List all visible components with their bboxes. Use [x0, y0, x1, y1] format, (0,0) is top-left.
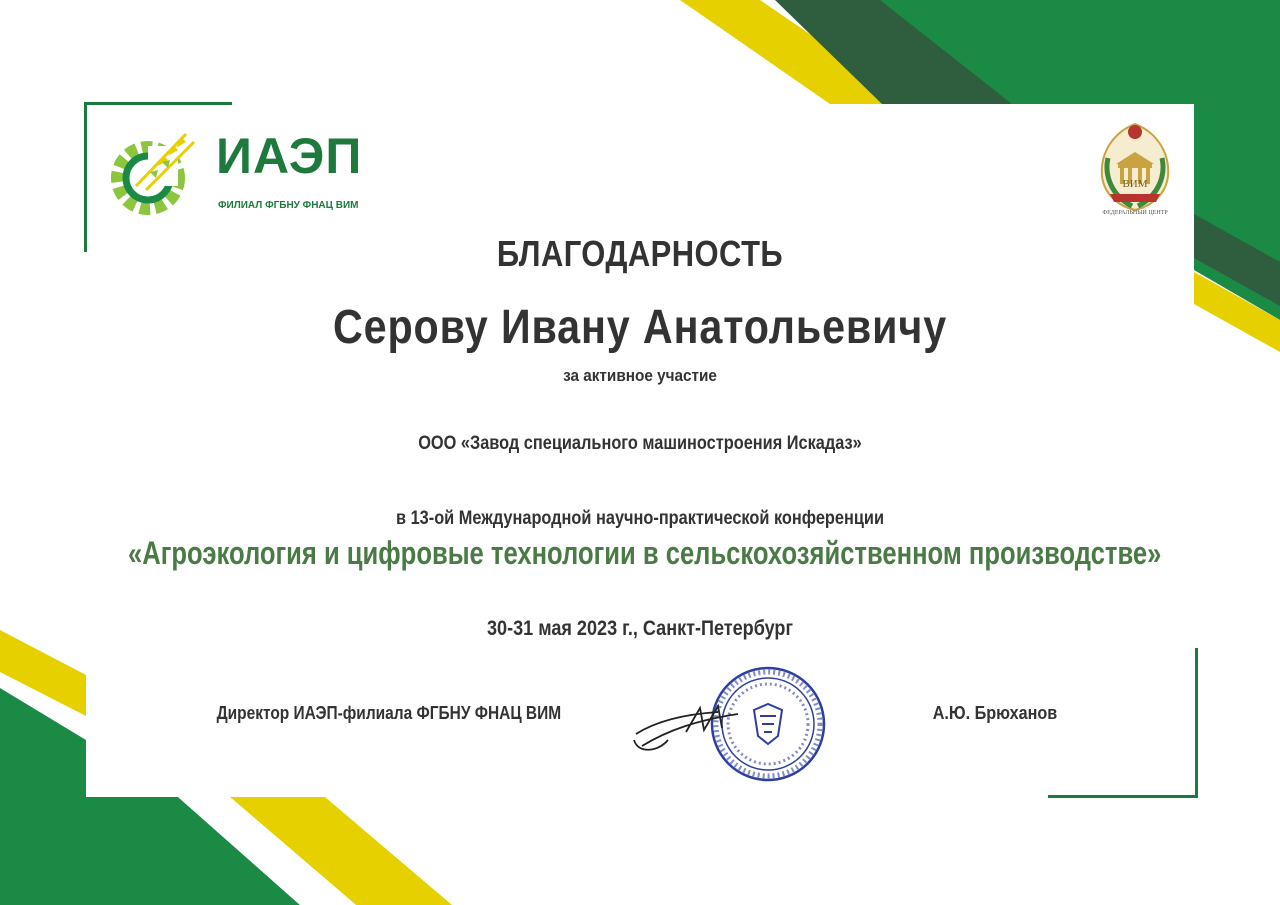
date-place: 30-31 мая 2023 г., Санкт-Петербург — [487, 617, 793, 640]
vim-crest-icon — [1092, 118, 1178, 214]
logo-title: ИАЭП — [216, 128, 363, 184]
gear-wheat-icon — [106, 122, 206, 222]
recipient-name: Серову Ивану Анатольевичу — [332, 301, 948, 354]
conference-title: «Агроэкология и цифровые технологии в сельскохозяйственном производстве» — [128, 535, 1162, 571]
organization-name: ООО «Завод специального машиностроения Искадаз» — [418, 433, 862, 454]
vim-emblem-caption: ФЕДЕРАЛЬНЫЙ ЦЕНТР — [1102, 210, 1168, 216]
official-stamp-and-signature — [628, 660, 840, 790]
award-reason: за активное участие — [563, 366, 717, 385]
signatory-position: Директор ИАЭП-филиала ФГБНУ ФНАЦ ВИМ — [216, 703, 562, 723]
signatory-name: А.Ю. Брюханов — [932, 703, 1058, 723]
logo-subtitle: ФИЛИАЛ ФГБНУ ФНАЦ ВИМ — [218, 200, 359, 211]
certificate-title: БЛАГОДАРНОСТЬ — [496, 233, 784, 274]
conference-line: в 13-ой Международной научно-практической конференции — [395, 508, 885, 529]
vim-emblem-text: ВИМ — [1122, 178, 1148, 190]
vim-emblem — [1092, 118, 1178, 230]
iaep-logo — [106, 122, 366, 222]
